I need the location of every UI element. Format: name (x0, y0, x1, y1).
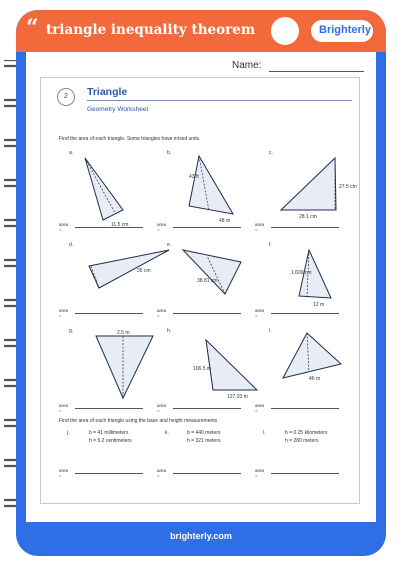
triangle-e (183, 250, 241, 294)
base-l: b = 0.25 kilometers (285, 430, 328, 436)
triangle-h (206, 340, 257, 390)
measure-f-1: 1,600 cm (291, 270, 312, 276)
worksheet-number: 2 (57, 88, 75, 106)
measure-b-2: 48 m (219, 218, 231, 224)
label-a: a. (69, 150, 74, 156)
triangle-b (189, 156, 233, 214)
label-j: j. (67, 430, 70, 436)
triangle-c (281, 158, 336, 210)
triangle-d (89, 250, 169, 288)
label-c: c. (269, 150, 273, 156)
label-k: k. (165, 430, 169, 436)
measure-d-2: 35 cm (137, 268, 151, 274)
measure-e-1: 38.81 cm (197, 278, 218, 284)
footer-url[interactable]: brighterly.com (170, 531, 232, 541)
measure-c-1: 27.5 cm (339, 184, 357, 190)
instruction-1: Find the area of each triangle. Some triangles have mixed units. (59, 136, 201, 142)
label-d: d. (69, 242, 74, 248)
label-f: f. (269, 242, 272, 248)
label-i: i. (269, 328, 272, 334)
header-bar (16, 10, 386, 52)
instruction-2: Find the area of each triangle using the base and height measurements (59, 418, 218, 424)
triangle-g (96, 336, 153, 398)
area-row-4: area = area = area = (41, 468, 359, 476)
section-subtitle: Geometry Worksheet (87, 106, 149, 113)
label-l: l. (263, 430, 266, 436)
measure-b-1: 43 ft (189, 174, 199, 180)
section-title: Triangle (87, 86, 128, 98)
height-j: h = 5.2 centimeters (89, 438, 132, 444)
measure-g-1: 2.5 m (117, 330, 130, 336)
triangle-i (283, 333, 341, 378)
worksheet-frame (16, 10, 386, 556)
area-row-1: area = area = area = (41, 222, 359, 230)
measure-f-2: 12 m (313, 302, 325, 308)
label-g: g. (69, 328, 74, 334)
label-b: b. (167, 150, 172, 156)
name-label: Name: (232, 60, 262, 71)
worksheet-title: triangle inequality theorem (46, 22, 256, 38)
quote-icon: “ (26, 15, 39, 41)
label-h: h. (167, 328, 172, 334)
measure-i-2: 46 m (309, 376, 321, 382)
measure-h-1: 106.5 m (193, 366, 212, 372)
measure-a-2: 11.5 cm (111, 222, 129, 228)
area-row-3: area = area = area = (41, 403, 359, 411)
brand-name: Brighterly (319, 24, 371, 36)
base-k: b = 440 meters (187, 430, 221, 436)
area-row-2: area = area = area = (41, 308, 359, 316)
height-l: h = 280 meters (285, 438, 319, 444)
height-k: h = 321 meters (187, 438, 221, 444)
measure-c-2: 28.1 cm (299, 214, 317, 220)
base-j: b = 41 millimeters (89, 430, 129, 436)
name-field[interactable] (269, 71, 364, 72)
label-e: e. (167, 242, 172, 248)
triangle-a (85, 158, 123, 220)
worksheet-page (26, 52, 376, 522)
measure-h-2: 127.03 m (227, 394, 248, 400)
circle-icon (271, 17, 299, 45)
worksheet-content (40, 77, 360, 504)
